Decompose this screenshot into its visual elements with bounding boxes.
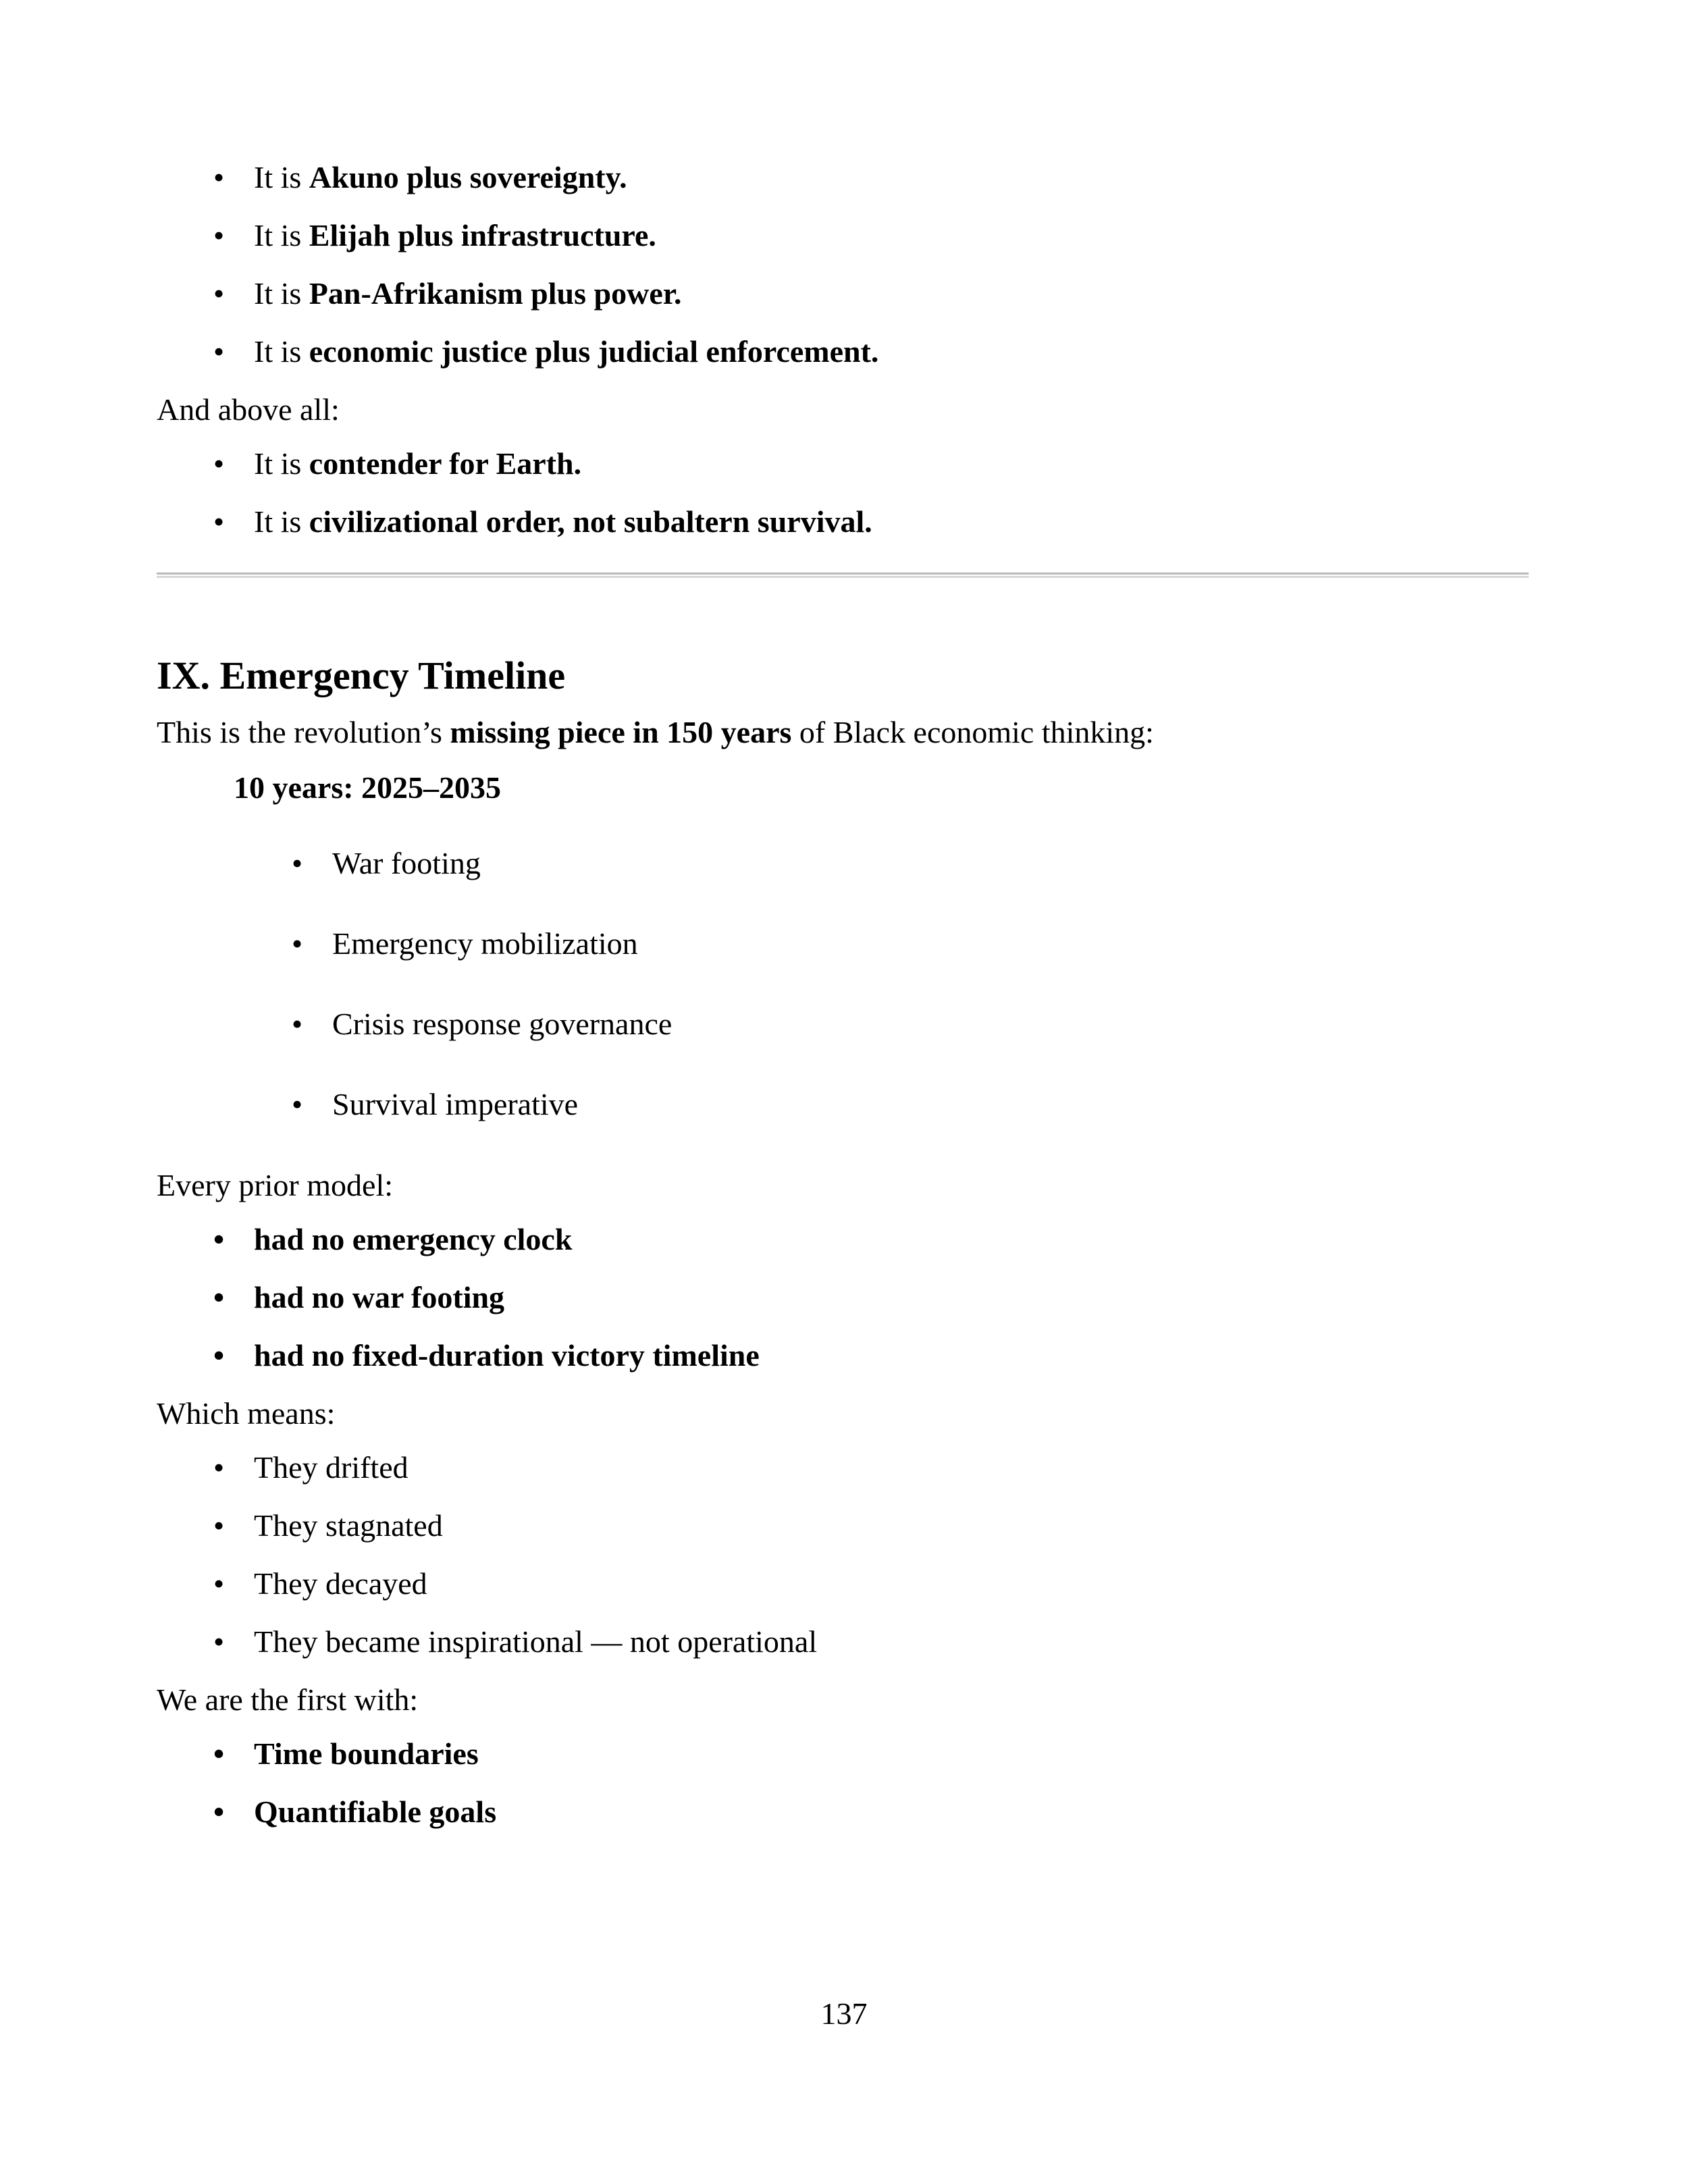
item-text: They drifted [254, 1450, 408, 1485]
list-item [213, 278, 681, 309]
list-item [213, 1738, 479, 1769]
page-number: 137 [820, 1996, 868, 2031]
item-text: Emergency mobilization [332, 926, 638, 961]
paragraph: And above all: [157, 392, 340, 427]
bullet: • [213, 1794, 225, 1829]
item-text: They became inspirational — not operational [254, 1624, 818, 1659]
bullet: • [213, 160, 225, 194]
bullet: • [292, 926, 303, 961]
list-item [213, 1510, 443, 1541]
list-item [292, 1089, 578, 1120]
bullet: • [213, 1222, 225, 1256]
item-bold-text: Akuno plus sovereignty. [309, 160, 627, 194]
item-prefix: It is [254, 276, 309, 311]
list-item [292, 848, 481, 879]
item-bold-text: Pan-Afrikanism plus power. [309, 276, 682, 311]
bullet: • [213, 1508, 225, 1543]
bullet: • [292, 846, 303, 880]
bullet: • [213, 218, 225, 252]
item-bold-text: Elijah plus infrastructure. [309, 218, 656, 252]
list-item [213, 1282, 504, 1313]
horizontal-rule [157, 572, 1529, 578]
list-item [213, 1568, 427, 1599]
bullet: • [213, 1566, 225, 1601]
timeline-subheading: 10 years: 2025–2035 [234, 770, 502, 805]
intro-text: This is the revolution’s [157, 715, 450, 749]
list-item [213, 448, 581, 479]
list-item [213, 506, 872, 537]
item-text: They stagnated [254, 1508, 443, 1543]
bullet: • [213, 276, 225, 311]
item-text: had no fixed-duration victory timeline [254, 1338, 760, 1373]
item-text: had no war footing [254, 1280, 505, 1314]
item-bold-text: contender for Earth. [309, 446, 582, 481]
bullet: • [213, 1624, 225, 1659]
list-item [213, 1452, 408, 1483]
list-item [213, 1340, 760, 1371]
bullet: • [213, 1736, 225, 1771]
list-item [292, 1009, 672, 1040]
section-heading: IX. Emergency Timeline [157, 654, 566, 697]
list-item [213, 220, 656, 251]
item-text: had no emergency clock [254, 1222, 573, 1256]
paragraph: Every prior model: [157, 1168, 394, 1202]
item-bold-text: civilizational order, not subaltern survival. [309, 504, 872, 539]
list-item [213, 1796, 496, 1828]
intro-bold-text: missing piece in 150 years [450, 715, 792, 749]
bullet: • [213, 334, 225, 369]
item-prefix: It is [254, 446, 309, 481]
list-item [213, 162, 627, 193]
intro-text-end: of Black economic thinking: [791, 715, 1154, 749]
item-prefix: It is [254, 504, 309, 539]
list-item [213, 1626, 817, 1657]
item-prefix: It is [254, 160, 309, 194]
paragraph: We are the first with: [157, 1682, 419, 1717]
bullet: • [213, 1280, 225, 1314]
intro-paragraph [157, 717, 1154, 748]
item-text: Survival imperative [332, 1087, 579, 1121]
item-text: They decayed [254, 1566, 427, 1601]
bullet: • [213, 446, 225, 481]
bullet: • [213, 504, 225, 539]
item-text: Quantifiable goals [254, 1794, 497, 1829]
item-bold-text: economic justice plus judicial enforcement. [309, 334, 879, 369]
list-item [213, 336, 878, 367]
bullet: • [292, 1007, 303, 1041]
bullet: • [213, 1450, 225, 1485]
paragraph: Which means: [157, 1396, 336, 1431]
list-item [292, 928, 638, 959]
bullet: • [292, 1087, 303, 1121]
item-prefix: It is [254, 334, 309, 369]
item-text: Crisis response governance [332, 1007, 672, 1041]
item-text: War footing [332, 846, 481, 880]
list-item [213, 1224, 572, 1255]
item-prefix: It is [254, 218, 309, 252]
bullet: • [213, 1338, 225, 1373]
item-text: Time boundaries [254, 1736, 479, 1771]
